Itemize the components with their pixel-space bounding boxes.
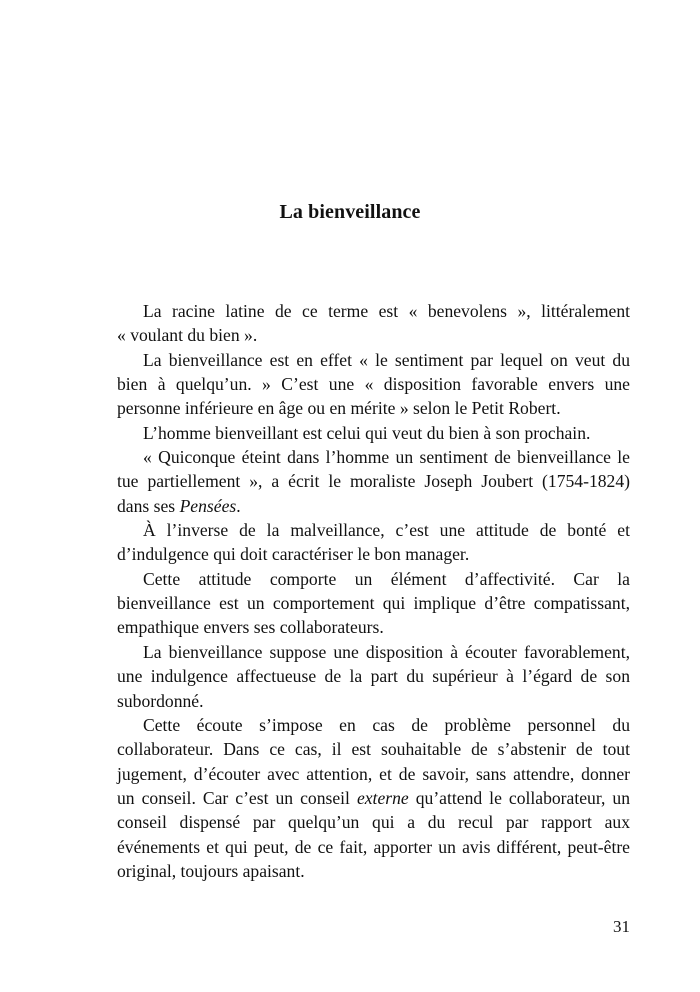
book-title-pensees: Pensées <box>179 495 237 516</box>
paragraph-affectivity <box>117 567 630 640</box>
paragraph-advice <box>117 713 630 883</box>
text-line: jugement, d’écouter avec attention, et de savoir, sans attendre, donner <box>117 763 630 784</box>
emphasis-externe: externe <box>356 787 409 808</box>
body-text <box>117 299 630 883</box>
text-line: empathique envers ses collaborateurs. <box>117 617 384 638</box>
paragraph-listening <box>117 640 630 713</box>
text-line: L’homme bienveillant est celui qui veut du bien à son prochain. <box>143 422 591 443</box>
text-line <box>117 494 630 518</box>
text-line: personne inférieure en âge ou en mérite » selon le Petit Robert. <box>117 398 561 419</box>
text-line: « Quiconque éteint dans l’homme un sentiment de bienveillance le <box>143 447 630 468</box>
text-line <box>117 786 630 810</box>
paragraph-benevolent-man <box>117 421 630 445</box>
text-line: une indulgence affectueuse de la part du supérieur à l’égard de son <box>117 666 630 687</box>
text-line: La bienveillance est en effet « le sentiment par lequel on veut du <box>143 349 630 370</box>
text-fragment: qu’attend le collaborateur, un <box>408 787 630 808</box>
paragraph-malveillance <box>117 518 630 567</box>
text-line: Cette attitude comporte un élément d’affectivité. Car la <box>143 568 630 589</box>
text-line: conseil dispensé par quelqu’un qui a du recul par rapport aux <box>117 812 630 833</box>
text-line: subordonné. <box>117 690 204 711</box>
text-fragment: un conseil. Car c’est un conseil <box>117 787 357 808</box>
text-line: événements et qui peut, de ce fait, apporter un avis différent, peut-être <box>117 836 630 857</box>
text-line: tue partiellement », a écrit le moraliste Joseph Joubert (1754-1824) <box>117 471 630 492</box>
text-line: d’indulgence qui doit caractériser le bon manager. <box>117 544 470 565</box>
text-fragment: dans ses <box>117 495 180 516</box>
text-line: Cette écoute s’impose en cas de problème personnel du <box>143 714 630 735</box>
text-line: La bienveillance suppose une disposition à écouter favorablement, <box>143 641 630 662</box>
paragraph-joubert-quote <box>117 445 630 518</box>
text-line: collaborateur. Dans ce cas, il est souhaitable de s’abstenir de tout <box>117 739 630 760</box>
text-line: original, toujours apaisant. <box>117 860 305 881</box>
chapter-title: La bienveillance <box>279 201 421 223</box>
text-fragment: . <box>236 495 241 516</box>
paragraph-latin-root <box>117 299 630 348</box>
text-line: bien à quelqu’un. » C’est une « disposition favorable envers une <box>117 374 630 395</box>
text-line: « voulant du bien ». <box>117 325 258 346</box>
page-number: 31 <box>613 917 630 936</box>
text-line: À l’inverse de la malveillance, c’est une attitude de bonté et <box>143 520 630 541</box>
text-line: La racine latine de ce terme est « benevolens », littéralement <box>143 301 630 321</box>
paragraph-definition <box>117 348 630 421</box>
text-line: bienveillance est un comportement qui implique d’être compatissant, <box>117 593 630 614</box>
